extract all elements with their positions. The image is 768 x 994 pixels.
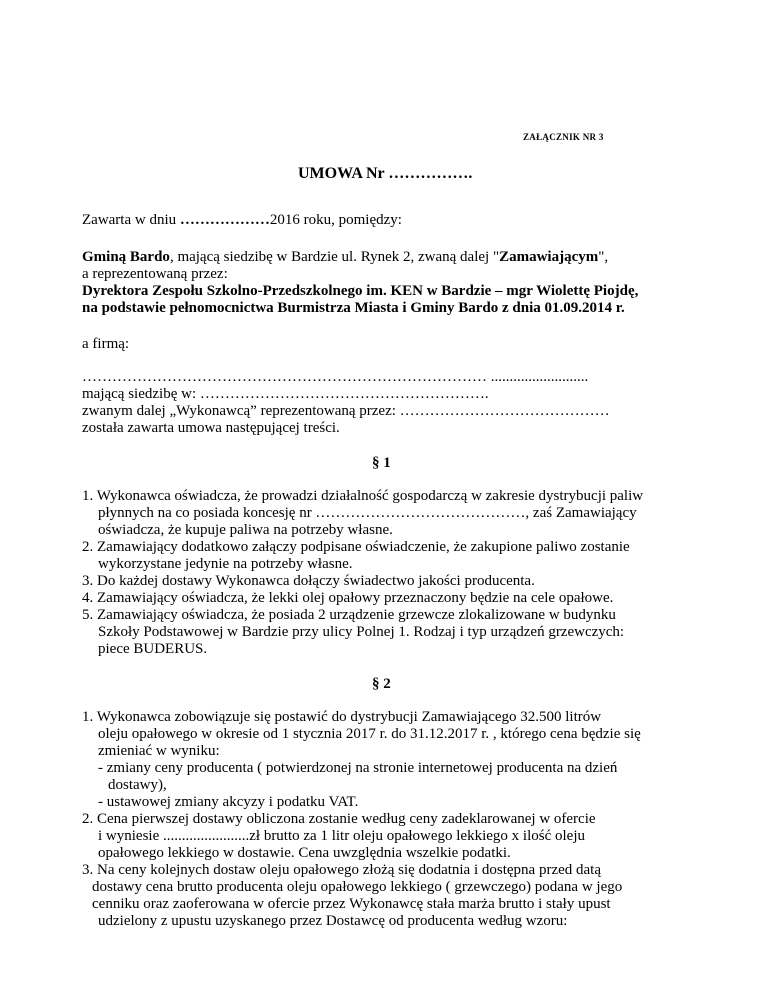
party1-name: Gminą Bardo bbox=[82, 249, 170, 265]
annex-label: ZAŁĄCZNIK NR 3 bbox=[523, 132, 604, 142]
s1-line: piece BUDERUS. bbox=[98, 641, 208, 657]
s2-line: 1. Wykonawca zobowiązuje się postawić do dystrybucji Zamawiającego 32.500 litrów bbox=[82, 709, 602, 725]
s2-line: opałowego lekkiego w dostawie. Cena uwzględnia wszelkie podatki. bbox=[98, 845, 511, 861]
party1-authorization: na podstawie pełnomocnictwa Burmistrza Miasta i Gminy Bardo z dnia 01.09.2014 r. bbox=[82, 300, 625, 316]
party2-address-line: mającą siedzibę w: …………………………………………………. bbox=[82, 386, 489, 402]
s1-line: Szkoły Podstawowej w Bardzie przy ulicy Polnej 1. Rodzaj i typ urządzeń grzewczych: bbox=[98, 624, 625, 640]
s2-line: 3. Na ceny kolejnych dostaw oleju opałowego złożą się dodatnia i dostępna przed datą bbox=[82, 862, 601, 878]
intro-text-end: 2016 roku, pomiędzy: bbox=[269, 212, 402, 228]
s2-line: - zmiany ceny producenta ( potwierdzonej na stronie internetowej producenta na dzień bbox=[98, 760, 618, 776]
s2-line: - ustawowej zmiany akcyzy i podatku VAT. bbox=[98, 794, 359, 810]
contract-title: UMOWA Nr ……………. bbox=[298, 165, 473, 182]
party2-intro: a firmą: bbox=[82, 336, 130, 352]
s1-line: oświadcza, że kupuje paliwa na potrzeby własne. bbox=[98, 522, 393, 538]
s2-line: i wyniesie .......................zł brutto za 1 litr oleju opałowego lekkiego x ilość oleju bbox=[98, 828, 585, 844]
s1-line: wykorzystane jedynie na potrzeby własne. bbox=[98, 556, 353, 572]
s2-line: udzielony z upustu uzyskanego przez Dostawcę od producenta według wzoru: bbox=[98, 913, 568, 929]
party1-address: , mającą siedzibę w Bardzie ul. Rynek 2, zwaną dalej " bbox=[169, 249, 500, 265]
party1-end: ", bbox=[598, 249, 609, 265]
section-1-heading: § 1 bbox=[372, 455, 391, 471]
party2-closing-line: została zawarta umowa następującej treści. bbox=[82, 420, 340, 436]
intro-text: Zawarta w dniu bbox=[82, 212, 180, 228]
party1-line2: a reprezentowaną przez: bbox=[82, 266, 228, 282]
section-2-heading: § 2 bbox=[372, 676, 391, 692]
s1-line: 1. Wykonawca oświadcza, że prowadzi działalność gospodarczą w zakresie dystrybucji paliw bbox=[82, 488, 644, 504]
party1-representative: Dyrektora Zespołu Szkolno-Przedszkolnego im. KEN w Bardzie – mgr Wiolettę Piojdę, bbox=[82, 283, 639, 299]
party1-role: Zamawiającym bbox=[499, 249, 599, 265]
s1-line: 5. Zamawiający oświadcza, że posiada 2 urządzenie grzewcze zlokalizowane w budynku bbox=[82, 607, 616, 623]
s2-line: dostawy), bbox=[108, 777, 167, 793]
s2-line: zmieniać w wyniku: bbox=[98, 743, 220, 759]
s1-line: 3. Do każdej dostawy Wykonawca dołączy świadectwo jakości producenta. bbox=[82, 573, 535, 589]
party2-name-line: ……………………………………………………………………… .......................... bbox=[82, 369, 589, 385]
date-placeholder: ……………… bbox=[179, 212, 270, 228]
s1-line: 2. Zamawiający dodatkowo załączy podpisane oświadczenie, że zakupione paliwo zostanie bbox=[82, 539, 630, 555]
s1-line: płynnych na co posiada koncesję nr ……………………………………, zaś Zamawiający bbox=[98, 505, 637, 521]
s2-line: oleju opałowego w okresie od 1 stycznia 2017 r. do 31.12.2017 r. , którego cena będzie się bbox=[98, 726, 641, 742]
party2-representative-line: zwanym dalej „Wykonawcą” reprezentowaną przez: …………………………………… bbox=[82, 403, 610, 419]
s2-line: dostawy cena brutto producenta oleju opałowego lekkiego ( grzewczego) podana w jego bbox=[92, 879, 623, 895]
s2-line: 2. Cena pierwszej dostawy obliczona zostanie według ceny zadeklarowanej w ofercie bbox=[82, 811, 596, 827]
s1-line: 4. Zamawiający oświadcza, że lekki olej opałowy przeznaczony będzie na cele opałowe. bbox=[82, 590, 614, 606]
intro-line bbox=[82, 212, 402, 229]
party1-line1 bbox=[82, 249, 608, 266]
s2-line: cenniku oraz zaoferowana w ofercie przez Wykonawcę stała marża brutto i stały upust bbox=[92, 896, 611, 912]
